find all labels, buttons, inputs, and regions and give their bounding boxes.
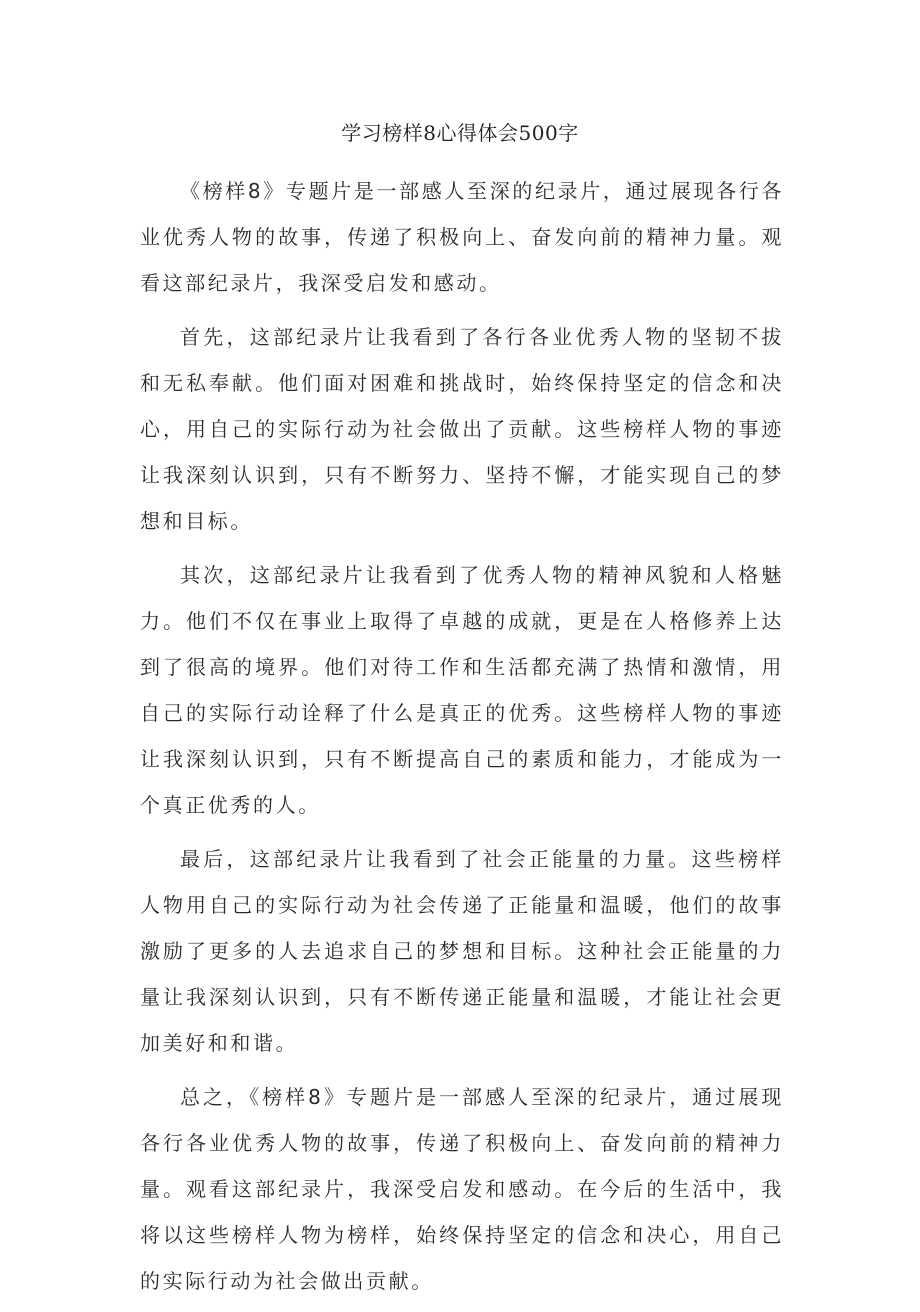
paragraph-intro: 《榜样8》专题片是一部感人至深的纪录片，通过展现各行各业优秀人物的故事，传递了积极向上、奋发向前的精神力量。观看这部纪录片，我深受启发和感动。 xyxy=(140,179,784,295)
paragraph-conclusion: 总之，《榜样8》专题片是一部感人至深的纪录片，通过展现各行各业优秀人物的故事，传递了积极向上、奋发向前的精神力量。观看这部纪录片，我深受启发和感动。在今后的生活中，我将以这些榜样人物为榜样，始终保持坚定的信念和决心，用自己的实际行动为社会做出贡献。 xyxy=(140,1085,784,1293)
paragraph-second: 其次，这部纪录片让我看到了优秀人物的精神风貌和人格魅力。他们不仅在事业上取得了卓越的成就，更是在人格修养上达到了很高的境界。他们对待工作和生活都充满了热情和激情，用自己的实际行动诠释了什么是真正的优秀。这些榜样人物的事迹让我深刻认识到，只有不断提高自己的素质和能力，才能成为一个真正优秀的人。 xyxy=(140,563,784,817)
paragraph-first: 首先，这部纪录片让我看到了各行各业优秀人物的坚韧不拔和无私奉献。他们面对困难和挑战时，始终保持坚定的信念和决心，用自己的实际行动为社会做出了贡献。这些榜样人物的事迹让我深刻认识到，只有不断努力、坚持不懈，才能实现自己的梦想和目标。 xyxy=(140,325,784,533)
document-body xyxy=(140,168,784,1312)
paragraph-last: 最后，这部纪录片让我看到了社会正能量的力量。这些榜样人物用自己的实际行动为社会传递了正能量和温暖，他们的故事激励了更多的人去追求自己的梦想和目标。这种社会正能量的力量让我深刻认识到，只有不断传递正能量和温暖，才能让社会更加美好和和谐。 xyxy=(140,847,784,1055)
document-title: 学习榜样8心得体会500字 xyxy=(341,121,579,145)
